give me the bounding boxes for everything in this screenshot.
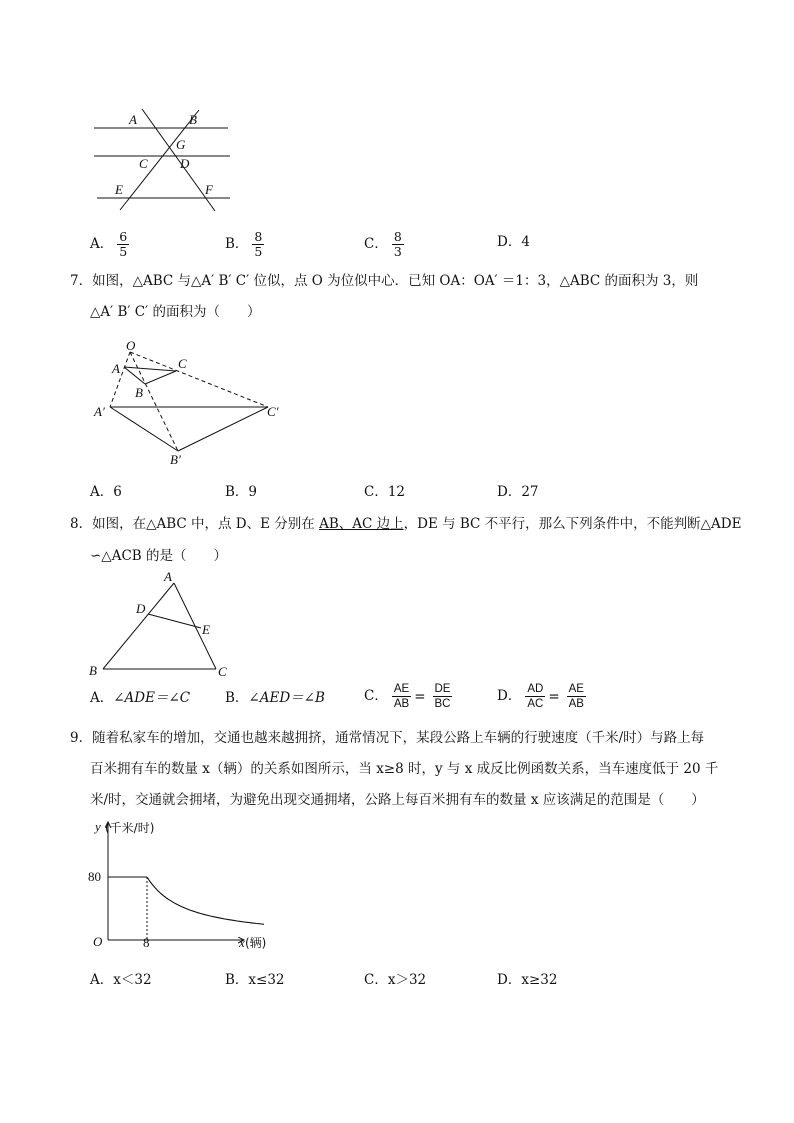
- q9-option-a[interactable]: A．x＜32: [90, 972, 152, 988]
- q8-stem-line-1: 8．如图，在△ABC 中，点 D、E 分别在 AB、AC 边上，DE 与 BC 不平行，那么下列条件中，不能判断△ADE: [70, 516, 742, 532]
- q8-number: 8．: [70, 516, 93, 532]
- q8-label-b: B: [89, 663, 97, 678]
- q8-option-a[interactable]: A．∠ADE＝∠C: [90, 690, 191, 706]
- q7-segment-ac: [124, 367, 176, 371]
- q7-stem-line-1: 7．如图，△ABC 与△A′ B′ C′ 位似，点 O 为位似中心．已知 OA：OA′ ＝1：3，△ABC 的面积为 3，则: [70, 273, 699, 289]
- q6-label-e: E: [115, 182, 123, 197]
- q7-stem-line-2: △A′ B′ C′ 的面积为（ ）: [90, 304, 261, 320]
- q7-option-c[interactable]: C．12: [364, 484, 406, 500]
- q7-segment-ab: [124, 367, 145, 384]
- q8-option-c[interactable]: C． $\frac{AE}{AB}$ = $\frac{DE}{BC}$: [364, 683, 451, 710]
- q6-option-d[interactable]: D．4: [497, 234, 530, 250]
- q7-label-b: B: [135, 385, 143, 400]
- q9-stem-line-1: 9．随着私家车的增加，交通也越来越拥挤，通常情况下，某段公路上车辆的行驶速度（千米/时）与路上每: [70, 730, 705, 746]
- q9-y-axis-label: y: [95, 819, 101, 834]
- q9-origin-label: O: [93, 934, 103, 949]
- q8-figure: [85, 565, 235, 680]
- q9-x-axis-label: x: [239, 935, 245, 950]
- q7-label-b-prime: B′: [170, 452, 181, 467]
- q9-inverse-curve: [147, 877, 264, 924]
- q9-option-d[interactable]: D．x≥32: [497, 972, 558, 988]
- q7-label-o: O: [126, 338, 136, 353]
- q6-figure: [88, 105, 238, 215]
- q9-graph: [85, 815, 300, 955]
- q6-label-a: A: [129, 112, 137, 127]
- q7-label-a-prime: A′: [94, 404, 105, 419]
- q7-dash-ob2: [130, 352, 178, 451]
- q9-option-c[interactable]: C．x＞32: [364, 972, 427, 988]
- q8-label-e: E: [202, 622, 210, 637]
- q8-option-d[interactable]: D． $\frac{AD}{AC}$ = $\frac{AE}{AB}$: [497, 683, 584, 710]
- q7-label-a: A: [112, 361, 120, 376]
- q9-x-unit: (辆): [245, 936, 267, 950]
- q7-figure: [88, 335, 298, 470]
- q6-label-g: G: [176, 137, 186, 152]
- q8-label-d: D: [136, 601, 146, 616]
- q9-stem-line-2: 百米拥有车的数量 x（辆）的关系如图所示，当 x≥8 时，y 与 x 成反比例函数关系，当车速度低于 20 千: [90, 761, 719, 777]
- q6-option-b[interactable]: B． $\frac{8}{5}$: [225, 229, 263, 259]
- q7-number: 7．: [70, 273, 93, 289]
- q9-stem-line-3: 米/时，交通就会拥堵，为避免出现交通拥堵，公路上每百米拥有车的数量 x 应该满足的范围是（ ）: [90, 792, 705, 808]
- q6-option-c[interactable]: C． $\frac{8}{3}$: [364, 229, 402, 259]
- q6-label-c: C: [139, 156, 148, 171]
- q6-label-f: F: [205, 182, 213, 197]
- q8-label-c: C: [218, 664, 227, 679]
- q9-x-tick-label: 8: [143, 935, 150, 950]
- q6-option-a[interactable]: A． $\frac{6}{5}$: [90, 229, 128, 259]
- q7-segment-b2c2: [178, 407, 268, 451]
- q9-number: 9．: [70, 730, 93, 746]
- q8-side-ab: [103, 583, 174, 669]
- q9-y-unit: (千米/时): [105, 821, 155, 835]
- q7-segment-bc: [145, 371, 176, 384]
- q6-label-d: D: [180, 156, 190, 171]
- q9-option-b[interactable]: B．x≤32: [225, 972, 285, 988]
- q6-label-b: B: [189, 112, 197, 127]
- q8-stem-line-2: ∽△ACB 的是（ ）: [90, 548, 227, 564]
- q7-label-c: C: [178, 356, 187, 371]
- q7-dash-oc2: [130, 352, 268, 407]
- q8-label-a: A: [164, 569, 172, 584]
- q9-y-tick-label: 80: [88, 869, 101, 884]
- q7-option-b[interactable]: B．9: [225, 484, 258, 500]
- q7-label-c-prime: C′: [267, 404, 279, 419]
- q8-option-b[interactable]: B．∠AED＝∠B: [225, 690, 325, 706]
- q7-option-d[interactable]: D．27: [497, 484, 539, 500]
- q7-option-a[interactable]: A．6: [90, 484, 122, 500]
